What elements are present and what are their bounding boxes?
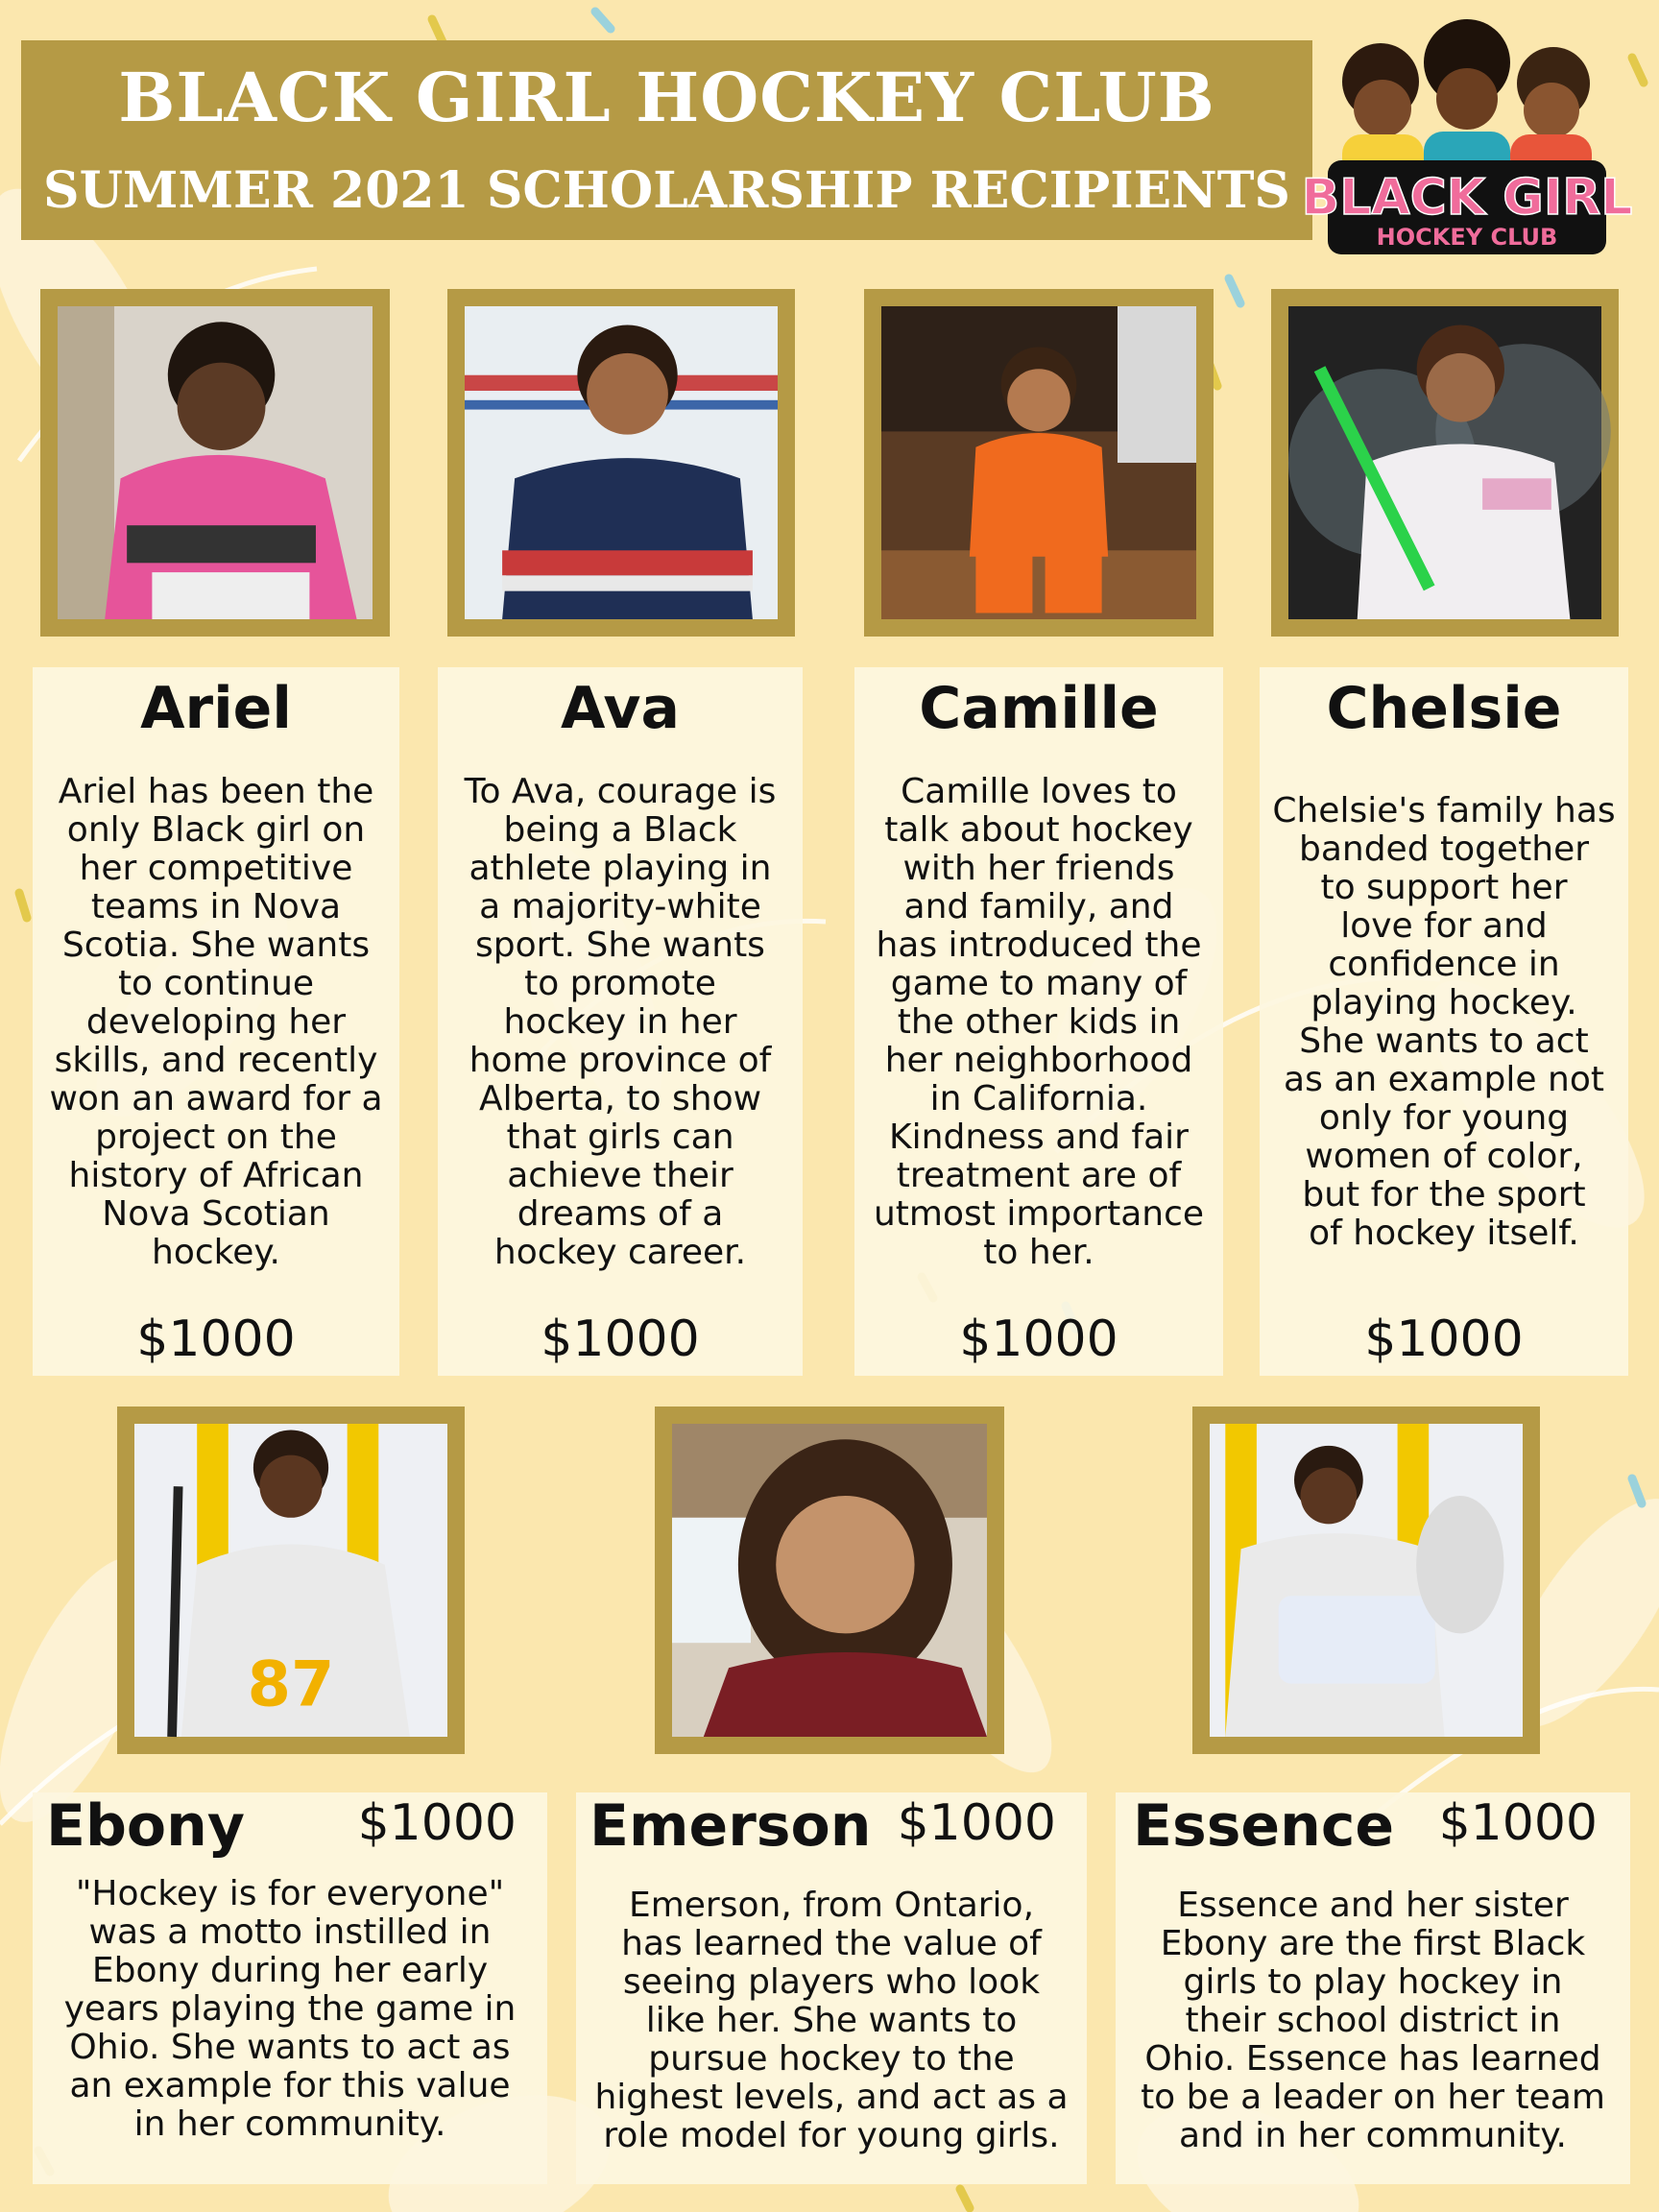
description-line: was a motto instilled in xyxy=(88,1912,492,1952)
description-line: She wants to act xyxy=(1299,1022,1589,1061)
description-line: their school district in xyxy=(1185,2001,1561,2040)
recipient-description xyxy=(38,1875,541,2144)
description-line: Ariel has been the xyxy=(58,772,374,811)
recipient-description xyxy=(38,773,394,1272)
description-line: dreams of a xyxy=(517,1194,724,1234)
description-line: but for the sport xyxy=(1302,1175,1586,1214)
description-line: Emerson, from Ontario, xyxy=(628,1886,1035,1925)
description-line: home province of xyxy=(469,1041,772,1080)
recipient-description xyxy=(1265,792,1623,1253)
description-line: and in her community. xyxy=(1179,2116,1567,2155)
description-line: to be a leader on her team xyxy=(1141,2078,1605,2117)
description-line: highest levels, and act as a xyxy=(594,2078,1069,2117)
page-title: BLACK GIRL HOCKEY CLUB xyxy=(118,58,1215,137)
recipient-description xyxy=(860,773,1217,1272)
description-line: treatment are of xyxy=(896,1156,1182,1195)
description-line: won an award for a xyxy=(49,1079,383,1118)
description-line: that girls can xyxy=(506,1118,734,1157)
emerson-portrait-image xyxy=(672,1424,987,1737)
description-line: developing her xyxy=(85,1002,347,1042)
description-line: athlete playing in xyxy=(469,849,772,888)
essence-portrait-image xyxy=(1210,1424,1523,1737)
description-line: game to many of xyxy=(890,964,1188,1003)
description-line: pursue hockey to the xyxy=(648,2039,1015,2079)
description-line: to continue xyxy=(117,964,315,1003)
recipient-card-ariel xyxy=(33,667,399,1376)
photo-ava xyxy=(447,289,795,637)
scholarship-amount: $1000 xyxy=(136,1310,296,1368)
description-line: love for and xyxy=(1340,906,1548,946)
description-line: has learned the value of xyxy=(621,1924,1042,1963)
recipient-name: Essence xyxy=(1133,1792,1395,1860)
scholarship-amount: $1000 xyxy=(1438,1794,1598,1852)
recipient-card-ebony xyxy=(33,1792,547,2184)
recipient-description xyxy=(1121,1887,1624,2155)
description-line: playing hockey. xyxy=(1310,983,1577,1022)
description-line: achieve their xyxy=(507,1156,733,1195)
description-line: women of color, xyxy=(1305,1137,1583,1176)
description-line: skills, and recently xyxy=(54,1041,378,1080)
ebony-portrait-image xyxy=(134,1424,447,1737)
description-line: her competitive xyxy=(79,849,353,888)
recipient-name: Ebony xyxy=(46,1792,245,1860)
page-subtitle: SUMMER 2021 SCHOLARSHIP RECIPIENTS xyxy=(43,161,1290,220)
description-line: Ebony are the first Black xyxy=(1160,1924,1586,1963)
club-logo xyxy=(1301,24,1633,259)
description-line: years playing the game in xyxy=(63,1989,517,2029)
ava-portrait-image xyxy=(465,306,778,619)
recipient-name: Emerson xyxy=(589,1792,872,1860)
logo-subtitle: HOCKEY CLUB xyxy=(1376,224,1558,251)
photo-chelsie xyxy=(1271,289,1619,637)
description-line: utmost importance xyxy=(873,1194,1205,1234)
description-line: of hockey itself. xyxy=(1309,1214,1579,1253)
description-line: Chelsie's family has xyxy=(1272,791,1616,830)
recipient-description xyxy=(444,773,797,1272)
photo-ebony xyxy=(117,1407,465,1754)
scholarship-amount: $1000 xyxy=(357,1794,517,1852)
photo-essence xyxy=(1192,1407,1540,1754)
description-line: To Ava, courage is xyxy=(464,772,777,811)
description-line: hockey. xyxy=(152,1233,280,1272)
description-line: confidence in xyxy=(1328,945,1560,984)
recipient-name: Camille xyxy=(919,675,1159,742)
description-line: role model for young girls. xyxy=(603,2116,1060,2155)
description-line: only Black girl on xyxy=(66,810,366,850)
chelsie-portrait-image xyxy=(1288,306,1601,619)
scholarship-amount: $1000 xyxy=(541,1310,700,1368)
description-line: to her. xyxy=(983,1233,1094,1272)
description-line: talk about hockey xyxy=(884,810,1193,850)
recipient-description xyxy=(582,1887,1081,2155)
description-line: hockey career. xyxy=(493,1233,747,1272)
recipient-card-ava xyxy=(438,667,803,1376)
scholarship-amount: $1000 xyxy=(1364,1310,1524,1368)
description-line: in California. xyxy=(929,1079,1148,1118)
description-line: Kindness and fair xyxy=(889,1118,1189,1157)
description-line: has introduced the xyxy=(876,926,1202,965)
description-line: Camille loves to xyxy=(901,772,1177,811)
description-line: with her friends xyxy=(902,849,1175,888)
recipient-card-chelsie xyxy=(1260,667,1628,1376)
description-line: hockey in her xyxy=(503,1002,737,1042)
camille-portrait-image xyxy=(881,306,1196,619)
recipient-name: Ariel xyxy=(140,675,292,742)
description-line: Nova Scotian xyxy=(102,1194,330,1234)
description-line: girls to play hockey in xyxy=(1183,1962,1563,2002)
svg-text:87: 87 xyxy=(247,1647,335,1721)
description-line: as an example not xyxy=(1284,1060,1604,1099)
description-line: history of African xyxy=(68,1156,364,1195)
description-line: Alberta, to show xyxy=(478,1079,762,1118)
recipient-card-emerson xyxy=(576,1792,1087,2184)
description-line: and family, and xyxy=(903,887,1174,926)
scholarship-amount: $1000 xyxy=(959,1310,1118,1368)
description-line: only for young xyxy=(1318,1098,1570,1138)
description-line: to promote xyxy=(524,964,716,1003)
recipient-name: Chelsie xyxy=(1326,675,1562,742)
description-line: to support her xyxy=(1320,868,1568,907)
header-banner xyxy=(21,40,1312,240)
ariel-portrait-image xyxy=(58,306,373,619)
description-line: Ebony during her early xyxy=(91,1951,489,1990)
description-line: an example for this value xyxy=(69,2066,511,2105)
description-line: the other kids in xyxy=(897,1002,1181,1042)
description-line: being a Black xyxy=(503,810,737,850)
description-line: seeing players who look xyxy=(622,1962,1041,2002)
recipient-card-camille xyxy=(854,667,1223,1376)
photo-camille xyxy=(864,289,1214,637)
description-line: sport. She wants xyxy=(475,926,765,965)
description-line: banded together xyxy=(1298,830,1590,869)
scholarship-amount: $1000 xyxy=(897,1794,1056,1852)
description-line: in her community. xyxy=(133,2104,446,2144)
description-line: "Hockey is for everyone" xyxy=(75,1874,505,1913)
photo-emerson xyxy=(655,1407,1004,1754)
logo-girls-icon xyxy=(1342,19,1592,180)
recipient-name: Ava xyxy=(561,675,680,742)
description-line: Ohio. Essence has learned xyxy=(1144,2039,1601,2079)
description-line: Essence and her sister xyxy=(1177,1886,1569,1925)
logo-title: BLACK GIRL xyxy=(1301,169,1633,227)
description-line: like her. She wants to xyxy=(645,2001,1018,2040)
description-line: Scotia. She wants xyxy=(61,926,371,965)
description-line: her neighborhood xyxy=(884,1041,1193,1080)
description-line: a majority-white xyxy=(479,887,761,926)
description-line: teams in Nova xyxy=(90,887,342,926)
description-line: project on the xyxy=(95,1118,337,1157)
description-line: Ohio. She wants to act as xyxy=(69,2028,511,2067)
recipient-card-essence xyxy=(1116,1792,1630,2184)
photo-ariel xyxy=(40,289,390,637)
